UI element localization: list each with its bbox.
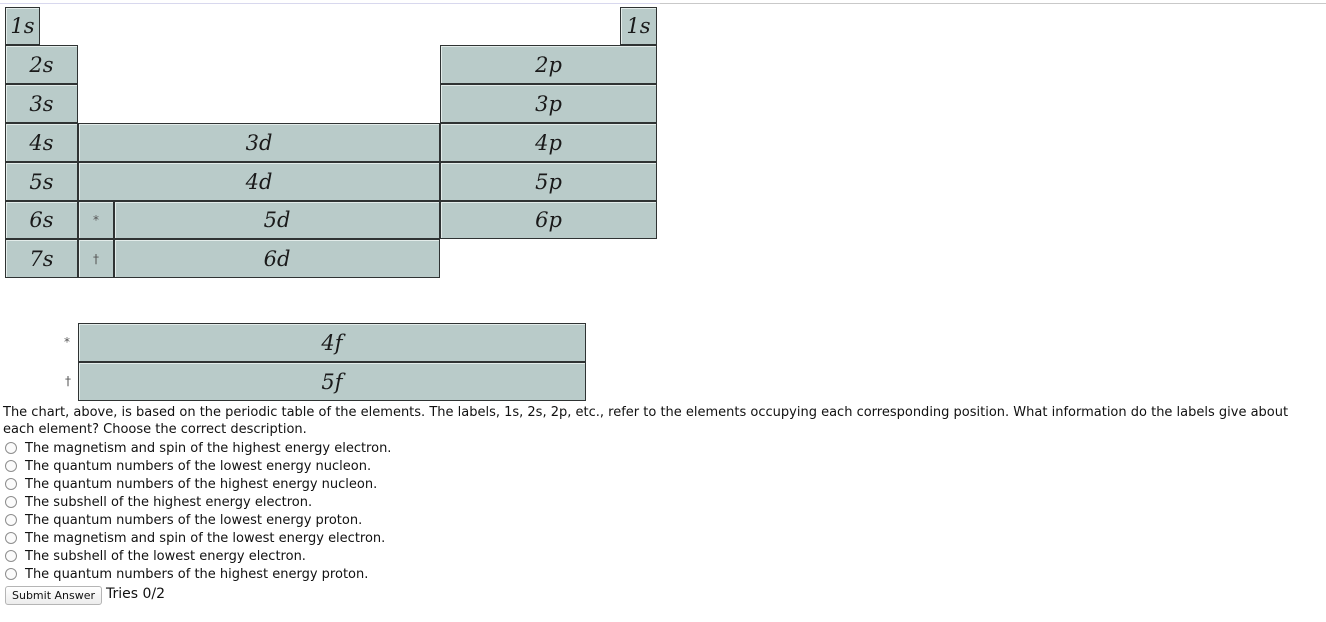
cell-6p: 6p — [440, 201, 657, 239]
submit-answer-button[interactable]: Submit Answer — [5, 586, 102, 605]
option-row[interactable] — [3, 511, 391, 529]
cell-3d: 3d — [78, 123, 440, 162]
top-divider-right — [660, 3, 1326, 4]
option-label: The quantum numbers of the highest energy nucleon. — [25, 476, 378, 492]
cell-7s: 7s — [5, 239, 78, 278]
radio-button[interactable] — [5, 496, 17, 508]
cell-4p: 4p — [440, 123, 657, 162]
cell-5f: 5f — [78, 362, 586, 401]
question-text: The chart, above, is based on the periodic table of the elements. The labels, 1s, 2s, 2p, etc., refer to the elements occupying each corresponding position. What information do the labels give about each element? Choose the correct description. — [3, 405, 1289, 437]
radio-button[interactable] — [5, 442, 17, 454]
answer-options — [3, 439, 391, 583]
cell-4f: 4f — [78, 323, 586, 362]
option-row[interactable] — [3, 457, 391, 475]
radio-button[interactable] — [5, 550, 17, 562]
option-label: The quantum numbers of the lowest energy nucleon. — [25, 458, 372, 474]
cell-1s-helium: 1s — [620, 7, 657, 45]
cell-2s: 2s — [5, 45, 78, 84]
cell-6s: 6s — [5, 201, 78, 239]
option-label: The subshell of the lowest energy electron. — [25, 548, 306, 564]
radio-button[interactable] — [5, 460, 17, 472]
option-row[interactable] — [3, 475, 391, 493]
option-row[interactable] — [3, 493, 391, 511]
option-row[interactable] — [3, 529, 391, 547]
option-label: The subshell of the highest energy electron. — [25, 494, 313, 510]
lanthanide-marker-cell: * — [78, 201, 114, 239]
radio-button[interactable] — [5, 568, 17, 580]
cell-5s: 5s — [5, 162, 78, 201]
cell-5p: 5p — [440, 162, 657, 201]
actinide-marker: † — [65, 374, 71, 388]
option-row[interactable] — [3, 547, 391, 565]
radio-button[interactable] — [5, 532, 17, 544]
cell-3p: 3p — [440, 84, 657, 123]
cell-5d: 5d — [114, 201, 440, 239]
cell-4d: 4d — [78, 162, 440, 201]
cell-2p: 2p — [440, 45, 657, 84]
option-row[interactable] — [3, 565, 391, 583]
option-label: The magnetism and spin of the lowest energy electron. — [25, 530, 386, 546]
cell-1s: 1s — [5, 7, 40, 45]
option-label: The magnetism and spin of the highest energy electron. — [25, 440, 392, 456]
tries-counter: Tries 0/2 — [106, 586, 166, 602]
lanthanide-marker: * — [64, 335, 70, 349]
cell-3s: 3s — [5, 84, 78, 123]
option-row[interactable] — [3, 439, 391, 457]
cell-6d: 6d — [114, 239, 440, 278]
radio-button[interactable] — [5, 514, 17, 526]
option-label: The quantum numbers of the highest energy proton. — [25, 566, 369, 582]
cell-4s: 4s — [5, 123, 78, 162]
actinide-marker-cell: † — [78, 239, 114, 278]
option-label: The quantum numbers of the lowest energy proton. — [25, 512, 363, 528]
radio-button[interactable] — [5, 478, 17, 490]
